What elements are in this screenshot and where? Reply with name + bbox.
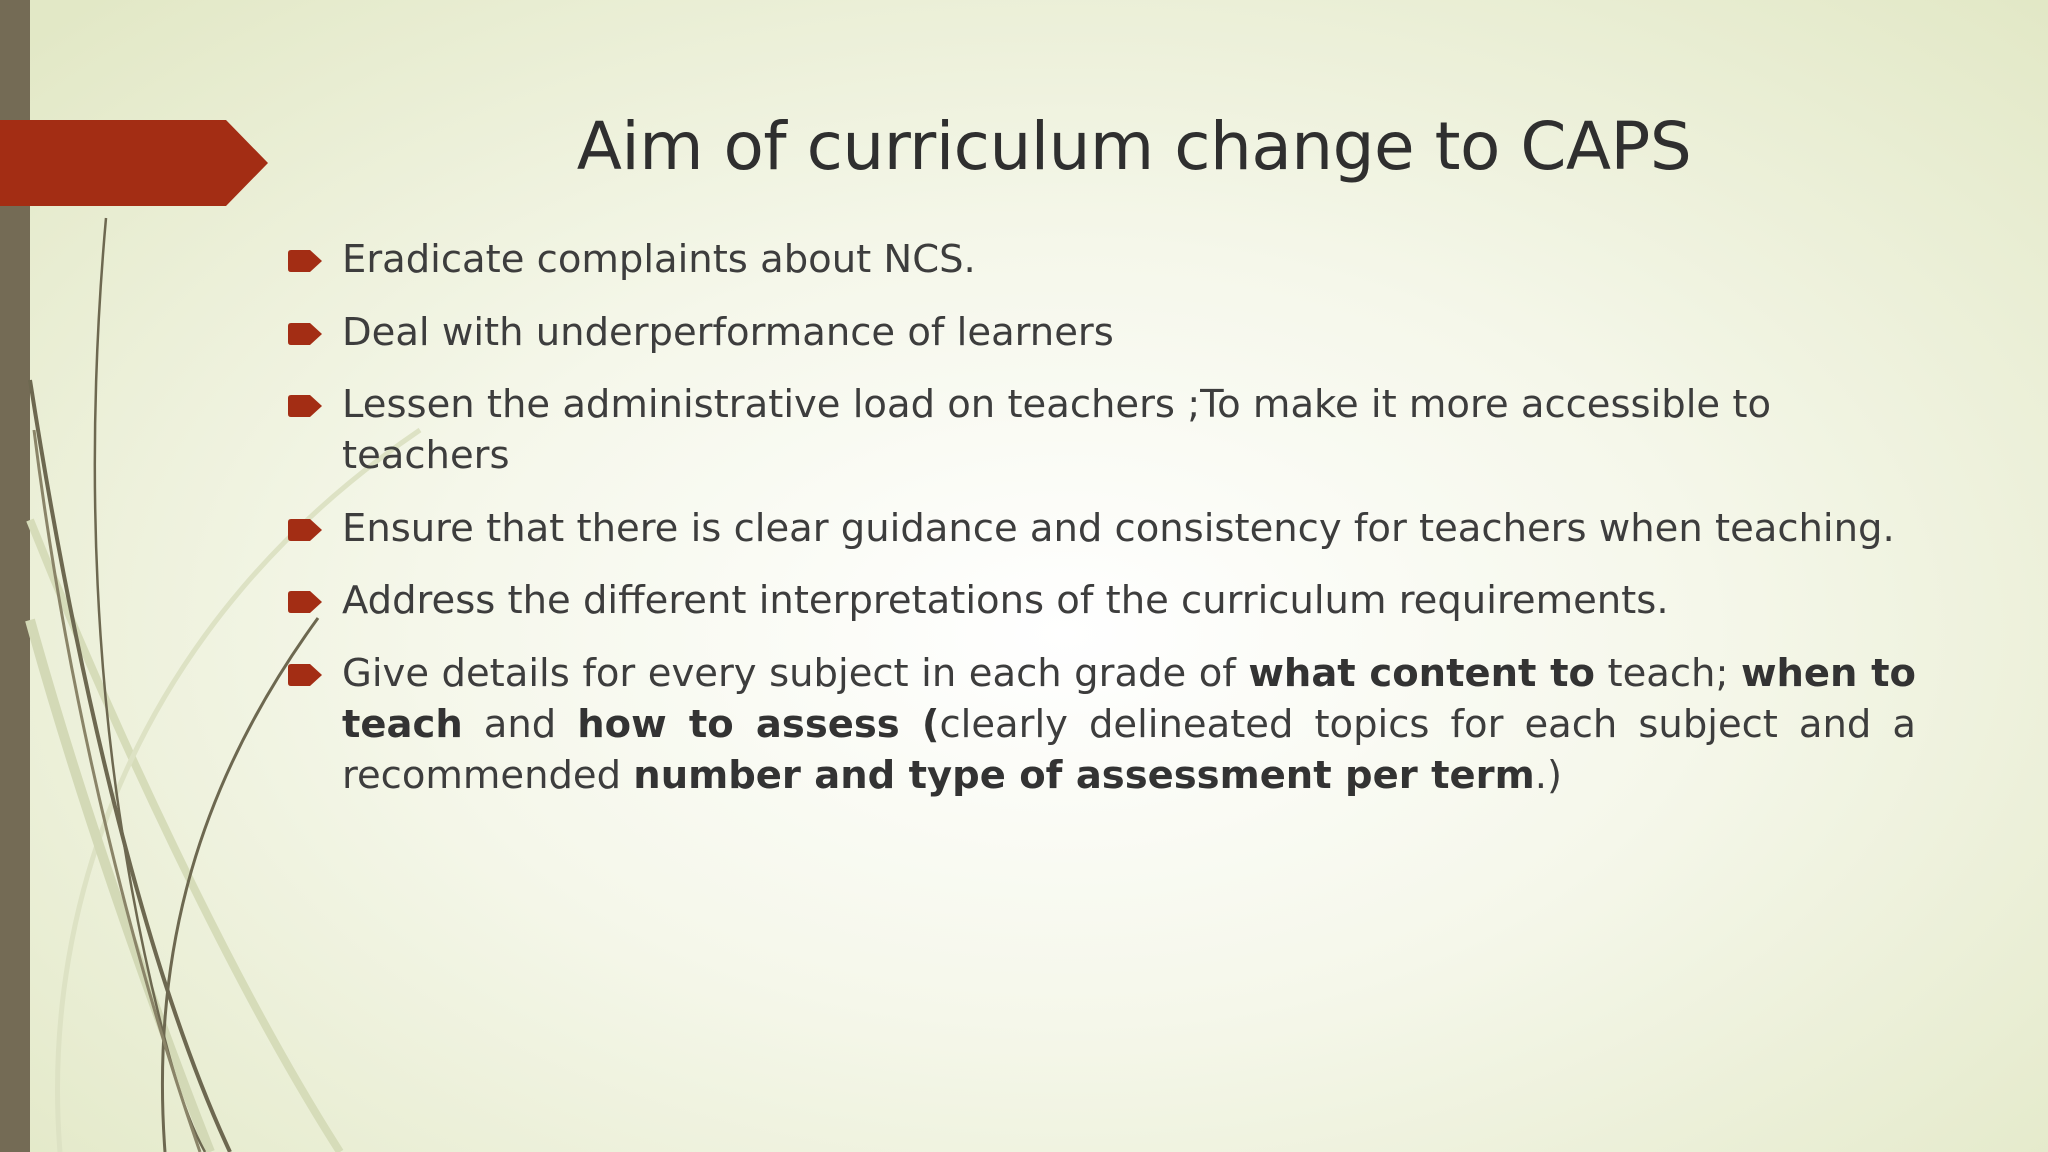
- arrow-bullet-icon: [288, 664, 322, 686]
- list-item: [282, 379, 1916, 481]
- bullet-text: Eradicate complaints about NCS.: [342, 237, 976, 282]
- bold-text: when to teach: [342, 650, 1917, 747]
- bold-text: how to assess (: [577, 701, 940, 747]
- arrow-bullet-icon: [288, 591, 322, 613]
- bold-text: what content to: [1248, 650, 1595, 696]
- bullet-text: Deal with underperformance of learners: [342, 309, 1114, 355]
- arrow-bullet-icon: [288, 519, 322, 541]
- arrow-bullet-icon: [288, 395, 322, 417]
- bullet-list: [282, 234, 1916, 822]
- slide-title: Aim of curriculum change to CAPS: [576, 108, 1692, 185]
- bullet-text: Ensure that there is clear guidance and consistency for teachers when teaching.: [342, 505, 1895, 551]
- list-item: [282, 234, 1916, 285]
- curve-faint-3: [30, 620, 210, 1152]
- bullet-text: teach;: [1594, 650, 1741, 696]
- curve-dark-4: [34, 430, 200, 1152]
- list-item: [282, 575, 1916, 626]
- curve-dark-1: [30, 380, 230, 1152]
- list-item: [282, 307, 1916, 358]
- bold-text: number and type of assessment per term: [633, 752, 1535, 798]
- bullet-text: and: [462, 701, 578, 747]
- arrow-bullet-icon: [288, 250, 322, 272]
- bullet-text: clearly delineated topics for each subject and a recommended: [342, 701, 1916, 798]
- title-accent-tab: [0, 120, 270, 206]
- bullet-text: .): [1534, 752, 1562, 798]
- arrow-bullet-icon: [288, 323, 322, 345]
- bullet-text: Lessen the administrative load on teachers ;To make it more accessible to teachers: [342, 382, 1772, 478]
- list-item: [282, 648, 1916, 801]
- bullet-text: Address the different interpretations of the curriculum requirements.: [342, 578, 1669, 623]
- bullet-text: Give details for every subject in each grade of: [342, 650, 1249, 696]
- list-item: [282, 503, 1916, 554]
- curve-dark-2: [95, 218, 205, 1152]
